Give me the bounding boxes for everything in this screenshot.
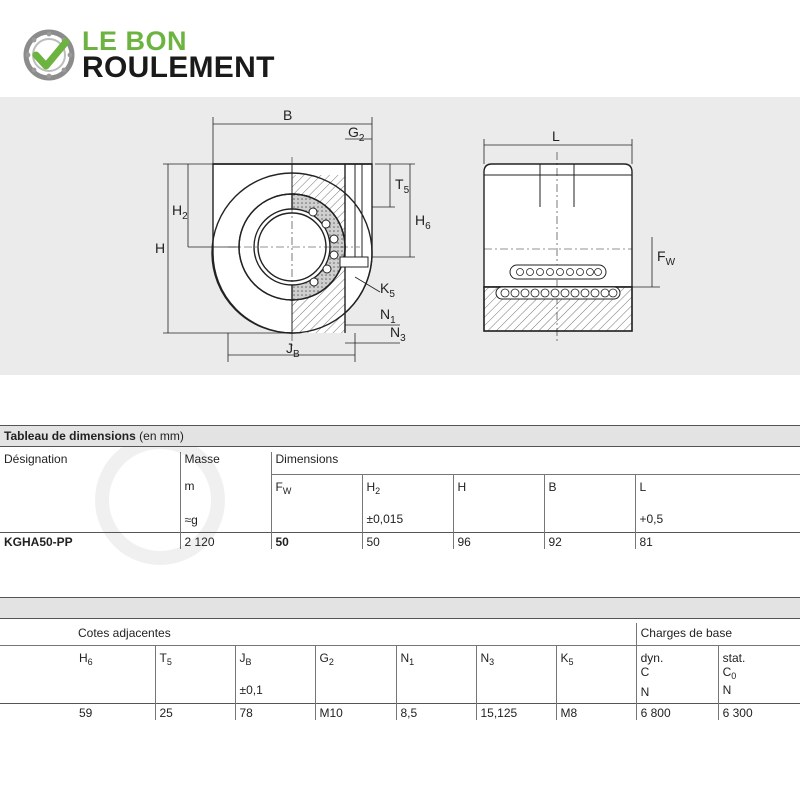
front-view (212, 157, 372, 347)
svg-text:K5: $K_5$ (380, 280, 395, 300)
dim-symbol: H (366, 479, 376, 494)
n1-value: 8,5 (396, 703, 476, 720)
g2-value: M10 (315, 703, 396, 720)
l-value: 81 (635, 532, 800, 549)
logo-line-1: LE BON (82, 26, 188, 56)
label-B: B (283, 107, 293, 123)
h-value: 96 (453, 532, 544, 549)
stat-label: stat. (722, 650, 746, 665)
bearing-check-icon (22, 28, 76, 82)
svg-text:FW: $F_W$ (657, 248, 676, 268)
t5-value: 25 (155, 703, 235, 720)
dimensions-table-header (0, 425, 800, 447)
col-symbol: T (159, 650, 167, 665)
adjacent-table-header (0, 597, 800, 619)
brand-logo[interactable] (22, 26, 322, 84)
jb-value: 78 (235, 703, 315, 720)
dimensions-table-title: Tableau de dimensions (4, 429, 136, 443)
dim-tolerance: +0,5 (639, 511, 664, 526)
table-row (0, 532, 800, 549)
svg-text:H2: $H_2$ (172, 202, 188, 222)
n3-value: 15,125 (476, 703, 556, 720)
header-designation: Désignation (4, 452, 68, 466)
dyn-symbol: C (640, 664, 650, 679)
technical-drawing (0, 97, 800, 375)
logo-line-2: ROULEMENT (82, 51, 275, 84)
col-symbol: N (400, 650, 410, 665)
col-symbol: K (560, 650, 569, 665)
dimensions-table: Désignation Masse Dimensions m ≈g $F_W$ $H_2$ ±0,015 H B L +0,5 KGHA50-PP 2 120 50 50 96 92 81 (0, 452, 800, 549)
dim-symbol: F (275, 479, 283, 494)
table-row (0, 703, 800, 720)
h6-value: 59 (79, 705, 93, 720)
svg-text:T5: $T_5$ (395, 176, 410, 196)
svg-text:N3: $N_3$ (390, 324, 406, 344)
svg-text:G2: $G_2$ (348, 124, 365, 144)
dyn-unit: N (640, 684, 650, 699)
dim-symbol: H (457, 479, 467, 494)
b-value: 92 (544, 532, 635, 549)
h2-value: 50 (362, 532, 453, 549)
svg-text:JB: $J_B$ (286, 340, 300, 360)
header-cotes: Cotes adjacentes (78, 626, 171, 640)
dyn-label: dyn. (640, 650, 664, 665)
dim-symbol: L (639, 479, 647, 494)
header-charges: Charges de base (636, 623, 800, 645)
masse-symbol: m (184, 479, 195, 493)
stat-symbol: C (722, 664, 732, 679)
col-symbol: J (239, 650, 246, 665)
masse-unit: ≈g (184, 513, 198, 527)
svg-text:L: L (552, 128, 560, 144)
header-dimensions: Dimensions (271, 452, 800, 474)
col-symbol: H (79, 650, 88, 665)
c0-value: 6 300 (718, 703, 800, 720)
k5-value: M8 (556, 703, 636, 720)
header-masse: Masse (180, 452, 271, 474)
svg-text:H: H (155, 240, 166, 256)
dim-tolerance: ±0,015 (366, 511, 404, 526)
stat-unit: N (722, 682, 732, 697)
side-view (484, 152, 632, 342)
masse-value: 2 120 (180, 532, 271, 549)
designation-value: KGHA50-PP (4, 534, 73, 549)
col-tolerance: ±0,1 (239, 682, 263, 697)
c-value: 6 800 (636, 703, 718, 720)
dimensions-table-unit: (en mm) (135, 429, 184, 443)
svg-text:H6: $H_6$ (415, 212, 431, 232)
adjacent-table: Cotes adjacentes Charges de base $H_6$ $T_5$ $J_B$ ±0,1 $G_2$ $N_1$ $N_3$ $K_5$ dyn. C N stat. $C_0$ N 59 25 78 M10 8,5 15,125 M8 6 800 6 300 (0, 623, 800, 720)
fw-value: 50 (271, 532, 362, 549)
col-symbol: N (480, 650, 490, 665)
svg-text:N1: $N_1$ (380, 306, 396, 326)
dim-symbol: B (548, 479, 557, 494)
col-symbol: G (319, 650, 329, 665)
